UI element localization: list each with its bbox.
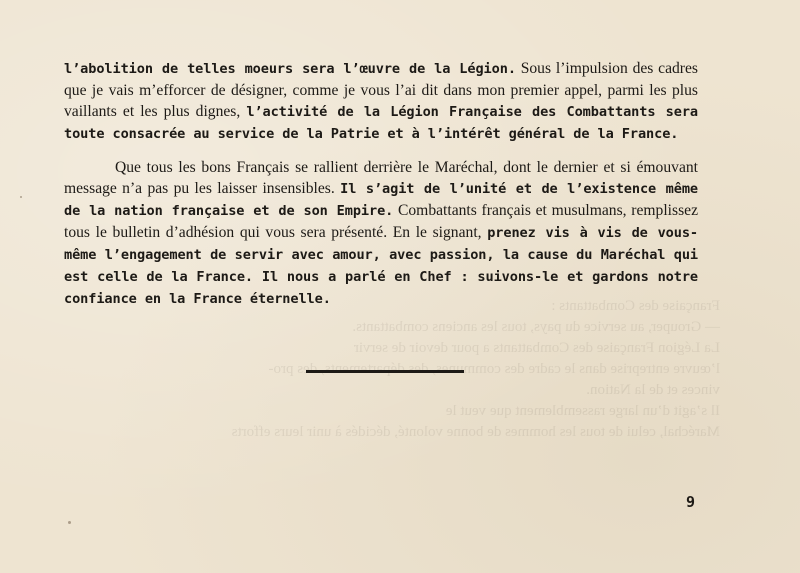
- text-run-bold: l’abolition de telles moeurs sera l’œuvre de la Légion.: [64, 61, 516, 77]
- text-run-bold: prenez vis à vis de vous-même l’engagement de servir avec amour, avec passion, la cause du Maréchal qui est celle de la France. Il nous a parlé en Chef : suivons-le et gardons notre confiance en la France éternelle.: [64, 225, 698, 307]
- text-run-bold: Il s’agit de l’unité et de l’existence même de la nation française et de son Empire.: [64, 181, 698, 219]
- paper-speck: [68, 521, 71, 524]
- page-number: 9: [686, 493, 696, 511]
- text-run: Sous l’impulsion des cadres que je vais m’efforcer de désigner, comme je vous l’ai dit dans mon premier appel, parmi les plus vaillants et les plus dignes,: [64, 60, 698, 120]
- text-run-bold: l’activité de la Légion Française des Combattants sera toute consacrée au service de la Patrie et à l’intérêt général de la France.: [64, 104, 699, 142]
- paragraph-2: [64, 157, 698, 310]
- paragraph-1: [64, 58, 698, 145]
- bleed-through-text: Française des Combattants : — Grouper, au service du pays, tous les anciens combattants. La Légion Française des Combattants a pour devoir de servir l’œuvre entreprise dans le cadre des communes, des départements, des pro- vinces et de la Nation. Il s’agit d’un large rassemblement que veut le Maréchal, celui de tous les hommes de bonne volonté, décidés à unir leurs efforts: [231, 298, 720, 440]
- paper-speck: [20, 196, 22, 198]
- body-text: [64, 58, 698, 310]
- text-run: Que tous les bons Français se rallient derrière le Maréchal, dont le dernier et si émouvant message n’a pas pu les laisser insensibles.: [64, 159, 698, 197]
- section-divider: [306, 370, 464, 373]
- text-run: Combattants français et musulmans, remplissez tous le bulletin d’adhésion qui vous sera présenté. En le signant,: [64, 202, 698, 241]
